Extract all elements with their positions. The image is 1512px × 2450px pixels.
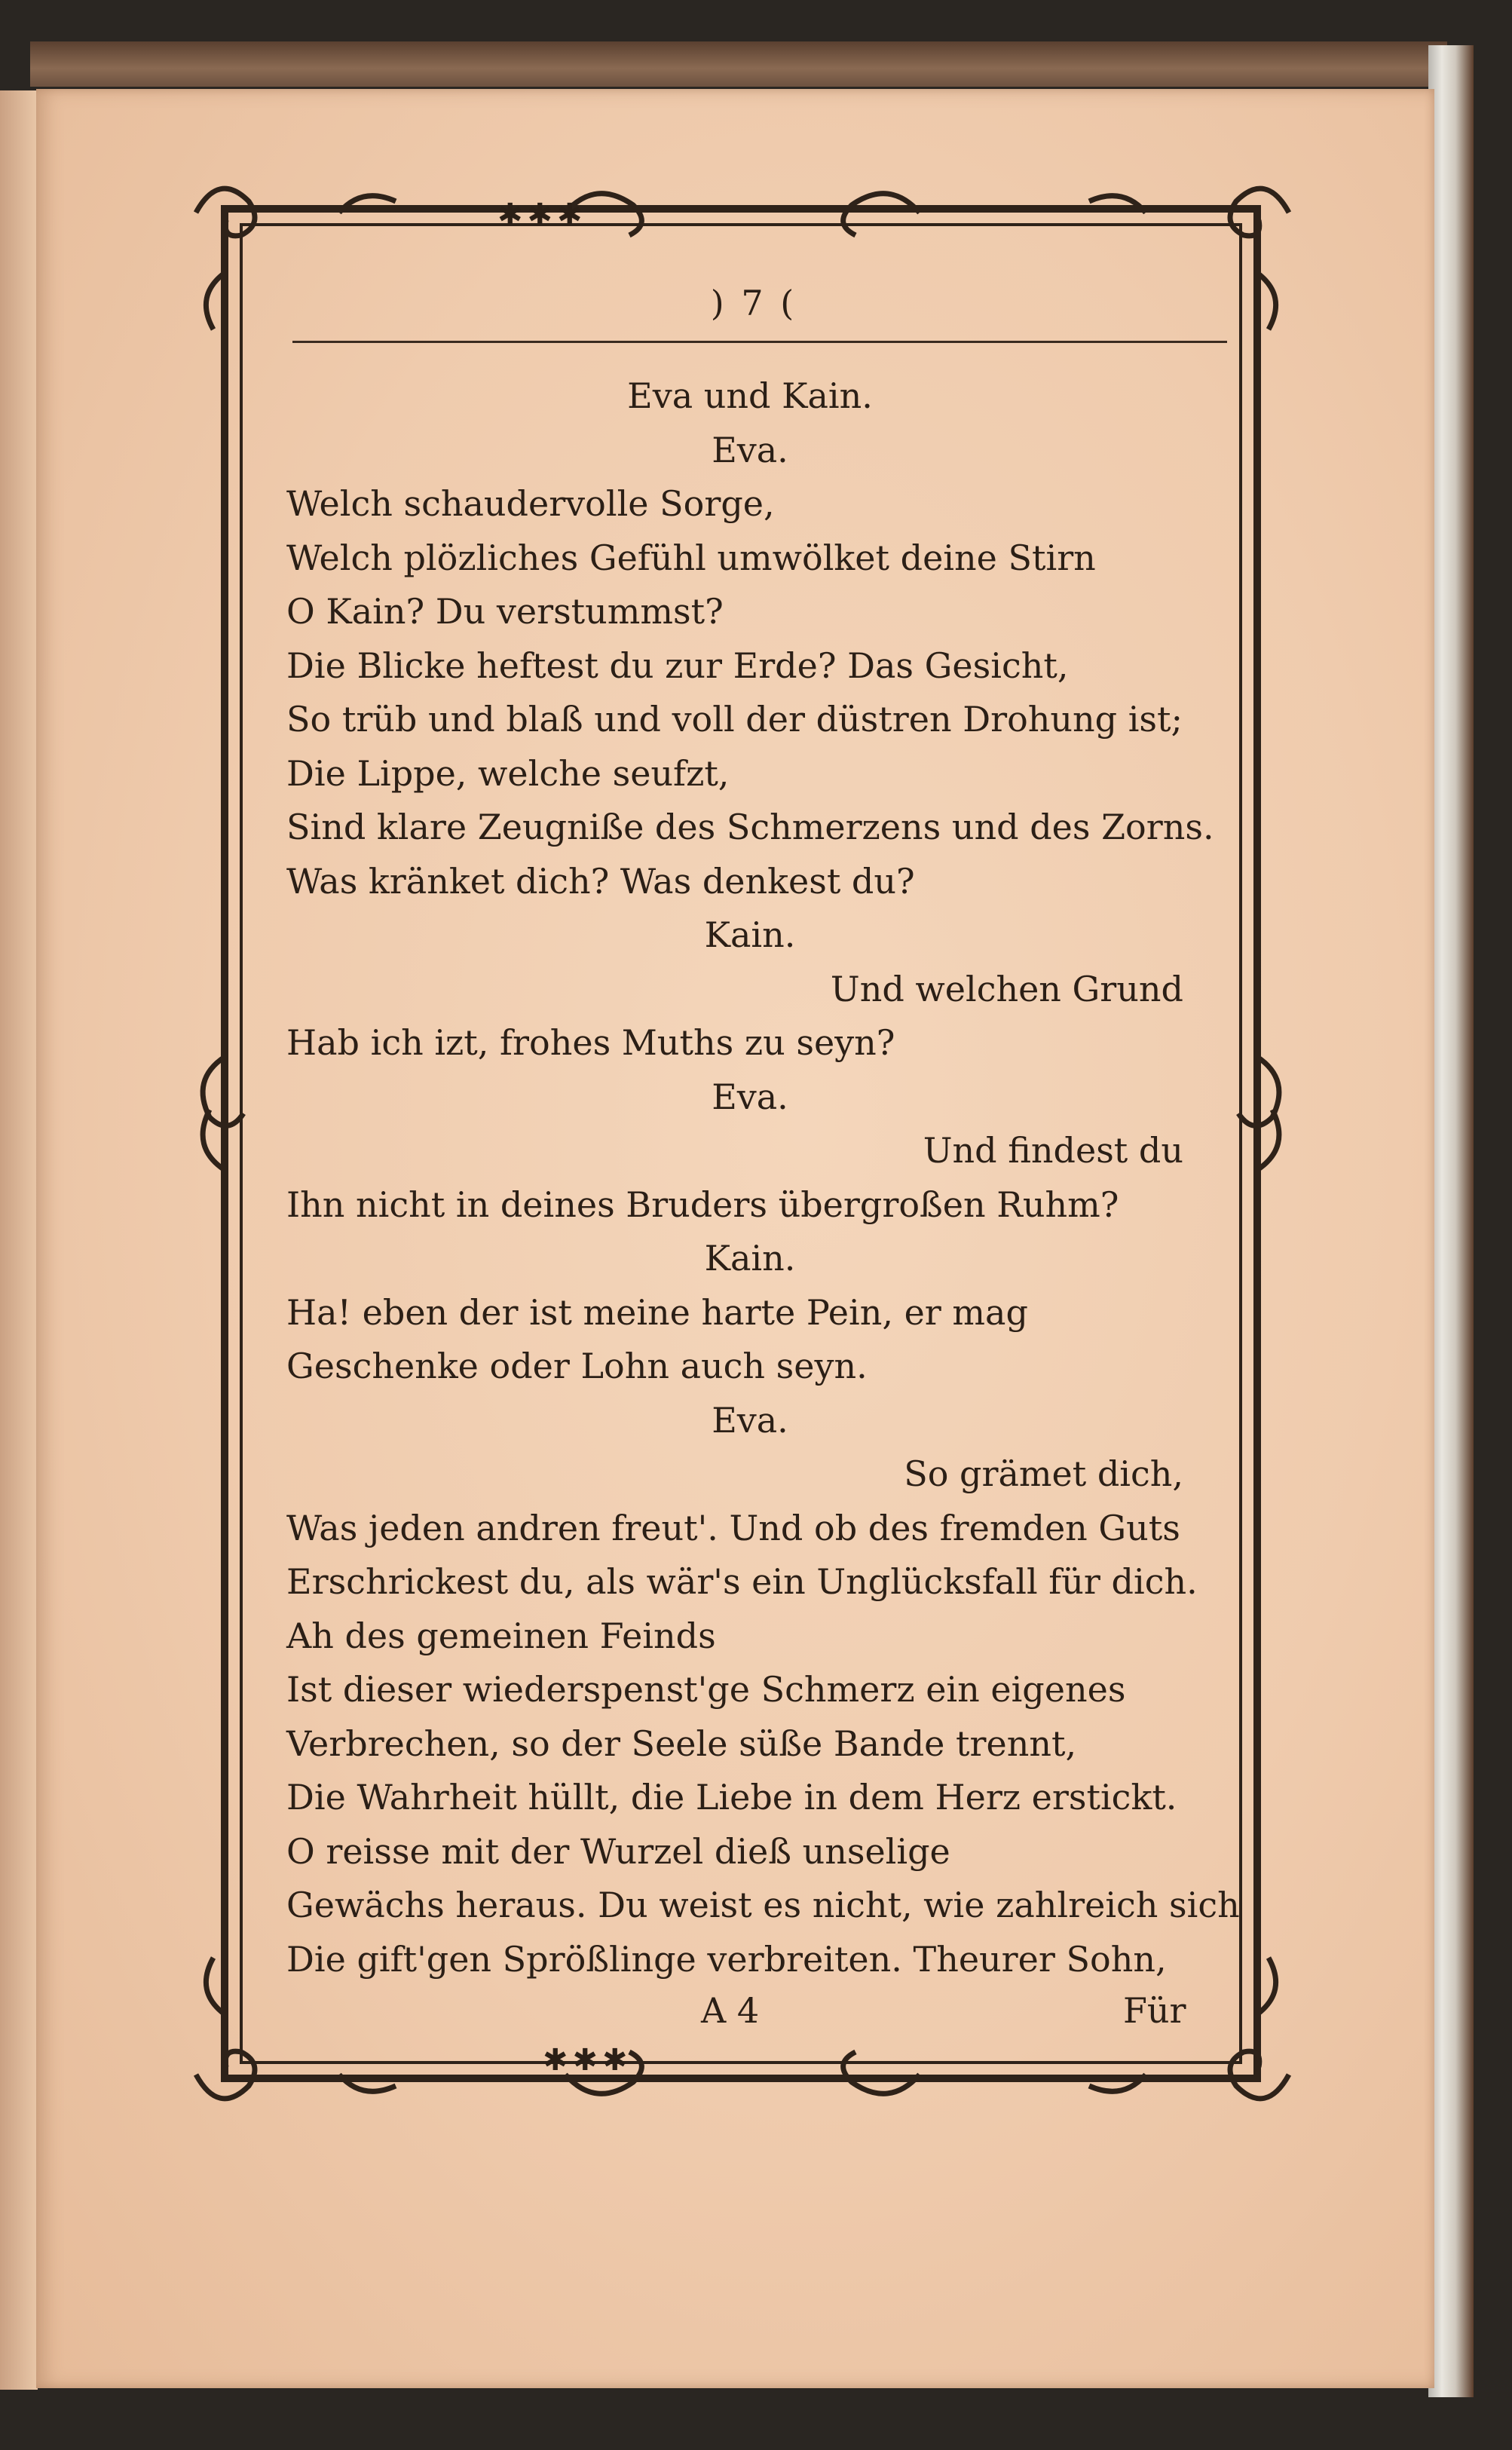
verse-line: Ah des gemeinen Feinds xyxy=(286,1615,716,1656)
verse-line: Geschenke oder Lohn auch seyn. xyxy=(286,1346,868,1386)
verse-line: Die Wahrheit hüllt, die Liebe in dem Herz erstickt. xyxy=(286,1777,1177,1818)
page-number: ) 7 ( xyxy=(710,283,797,323)
verse-line: Verbrechen, so der Seele süße Bande trennt, xyxy=(286,1723,1077,1764)
adjacent-page-edge xyxy=(0,90,38,2390)
verse-line: So trüb und blaß und voll der düstren Drohung ist; xyxy=(286,699,1183,740)
verse-line: Die gift'gen Sprößlinge verbreiten. Theurer Sohn, xyxy=(286,1939,1167,1980)
speaker-heading: Eva. xyxy=(712,430,788,470)
verse-line: Ihn nicht in deines Bruders übergroßen Ruhm? xyxy=(286,1184,1119,1225)
verse-line: Und findest du xyxy=(923,1130,1183,1171)
verse-line: Hab ich izt, frohes Muths zu seyn? xyxy=(286,1022,895,1063)
verse-line: Und welchen Grund xyxy=(830,969,1183,1009)
bottom-ornament-stars: ✱✱✱ xyxy=(543,2043,632,2078)
speaker-heading: Eva. xyxy=(712,1076,788,1117)
verse-line: Ha! eben der ist meine harte Pein, er mag xyxy=(286,1292,1028,1333)
book-cover-top xyxy=(30,41,1447,87)
verse-line: Erschrickest du, als wär's ein Unglücksfall für dich. xyxy=(286,1561,1198,1602)
speaker-heading: Eva und Kain. xyxy=(627,375,873,416)
verse-line: Welch schaudervolle Sorge, xyxy=(286,483,775,524)
verse-line: Was jeden andren freut'. Und ob des fremden Guts xyxy=(286,1508,1180,1548)
speaker-heading: Kain. xyxy=(704,1238,796,1279)
verse-line: Welch plözliches Gefühl umwölket deine Stirn xyxy=(286,537,1096,578)
catchword: Für xyxy=(1123,1990,1186,2031)
speaker-heading: Eva. xyxy=(712,1400,788,1441)
verse-line: So grämet dich, xyxy=(904,1453,1183,1494)
top-ornament-stars: ✱✱✱ xyxy=(497,198,587,232)
signature-mark: A 4 xyxy=(701,1990,760,2031)
verse-line: Sind klare Zeugniße des Schmerzens und des Zorns. xyxy=(286,807,1214,847)
verse-line: O reisse mit der Wurzel dieß unselige xyxy=(286,1831,950,1872)
speaker-heading: Kain. xyxy=(704,914,796,955)
verse-line: Was kränket dich? Was denkest du? xyxy=(286,861,915,902)
page-block-edge xyxy=(1428,45,1474,2397)
verse-line: Gewächs heraus. Du weist es nicht, wie zahlreich sich xyxy=(286,1885,1240,1925)
verse-line: Ist dieser wiederspenst'ge Schmerz ein eigenes xyxy=(286,1669,1126,1710)
verse-line: O Kain? Du verstummst? xyxy=(286,591,724,632)
header-rule xyxy=(292,341,1227,343)
verse-line: Die Lippe, welche seufzt, xyxy=(286,753,730,794)
verse-line: Die Blicke heftest du zur Erde? Das Gesicht, xyxy=(286,645,1069,686)
